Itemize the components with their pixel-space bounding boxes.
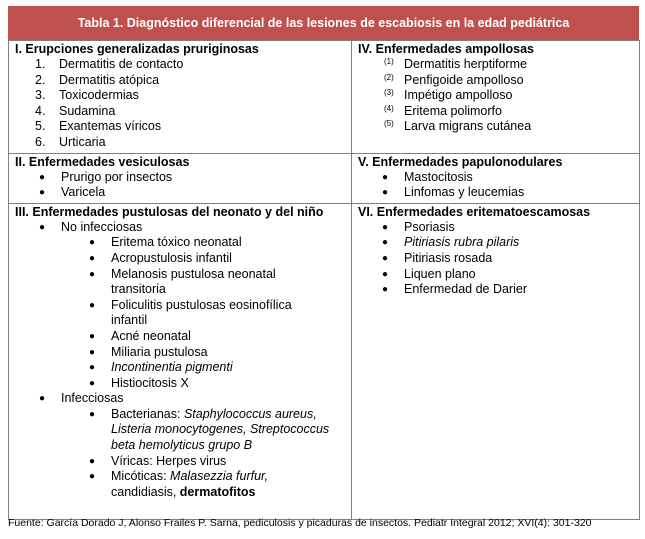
list-item: ● Linfomas y leucemias <box>382 185 525 200</box>
section-cell-1 <box>9 41 352 154</box>
list-item: 3. Toxicodermias <box>35 88 139 103</box>
list-item: ● Pitiriasis rosada <box>382 250 493 265</box>
bullet-icon: ● <box>89 346 96 358</box>
list-item: 5. Exantemas víricos <box>35 119 162 134</box>
bullet-icon: ● <box>39 171 46 183</box>
numbered-list <box>358 57 633 135</box>
list-item: ● Acné neonatal <box>89 328 191 343</box>
list-item: ● Víricas: Herpes virus <box>89 453 227 468</box>
source-footer: Fuente: García Dorado J, Alonso Frailes P. Sarna, pediculosis y picaduras de insectos. Pediatr Integral 2012; XVI(4): 301-320 <box>8 517 592 529</box>
list-item: ● Prurigo por insectos <box>39 169 173 184</box>
list-item: ● Micóticas: Malasezzia furfur, candidiasis, dermatofitos <box>89 469 269 499</box>
sub-bullet-list <box>15 407 345 501</box>
numbered-list <box>15 57 345 151</box>
list-item: ● Pitiriasis rubra pilaris <box>382 235 520 250</box>
bullet-icon: ● <box>89 455 96 467</box>
differential-diagnosis-table <box>8 40 640 520</box>
list-item: ● Acropustulosis infantil <box>89 250 232 265</box>
bullet-icon: ● <box>89 330 96 342</box>
bullet-list <box>15 220 345 501</box>
bullet-icon: ● <box>39 221 46 233</box>
table-title: Tabla 1. Diagnóstico diferencial de las lesiones de escabiosis en la edad pediátrica <box>8 6 639 40</box>
bullet-list <box>15 170 345 201</box>
list-item: ● Infecciosas ● Bacterianas: Staphylococcus aureus, Listeria monocytogenes, Streptococcus beta hemolyticus grupo B ● Víricas: Herpes virus ● Micóticas: Malasezzia furfur, candidiasis, dermatofitos <box>15 391 345 500</box>
table-row <box>9 203 640 519</box>
bullet-icon: ● <box>89 299 96 311</box>
bullet-icon: ● <box>89 268 96 280</box>
section-heading: V. Enfermedades papulonodulares <box>358 154 563 169</box>
bullet-icon: ● <box>382 268 389 280</box>
bullet-icon: ● <box>382 171 389 183</box>
list-item: ● Mastocitosis <box>382 169 473 184</box>
section-cell-6 <box>352 203 640 519</box>
list-item: ● Bacterianas: Staphylococcus aureus, Listeria monocytogenes, Streptococcus beta hemolyticus grupo B <box>89 406 330 453</box>
bullet-icon: ● <box>89 408 96 420</box>
list-item: ● Histiocitosis X <box>89 375 189 390</box>
list-item: ● No infecciosas ● Eritema tóxico neonatal ● Acropustulosis infantil ● Melanosis pustulosa neonatal transitoria ● Foliculitis pustulosas eosinofílica infantil ● Acné neonatal ● Miliaria pustulosa ● Incontinentia pigmenti ● Histiocitosis X <box>15 220 345 392</box>
list-item: 1. Dermatitis de contacto <box>35 57 184 71</box>
table-row <box>9 153 640 203</box>
bullet-icon: ● <box>382 284 389 296</box>
list-item: ● Incontinentia pigmenti <box>89 360 233 375</box>
section-heading: IV. Enfermedades ampollosas <box>358 42 535 56</box>
list-item: ● Varicela <box>39 185 106 200</box>
bullet-list <box>358 220 633 298</box>
list-item: 4. Sudamina <box>35 103 116 118</box>
bullet-icon: ● <box>39 187 46 199</box>
section-heading: II. Enfermedades vesiculosas <box>15 154 190 169</box>
list-item: (3) Impétigo ampolloso <box>384 88 513 103</box>
section-heading: I. Erupciones generalizadas pruriginosas <box>15 42 259 56</box>
list-item: ● Foliculitis pustulosas eosinofílica infantil <box>89 297 292 328</box>
section-cell-3 <box>9 203 352 519</box>
list-item: ● Melanosis pustulosa neonatal transitoria <box>89 266 276 297</box>
list-item: (5) Larva migrans cutánea <box>384 119 532 134</box>
bullet-icon: ● <box>89 362 96 374</box>
section-cell-2 <box>9 153 352 203</box>
bullet-icon: ● <box>382 187 389 199</box>
list-item: ● Enfermedad de Darier <box>382 282 527 297</box>
bullet-icon: ● <box>39 393 46 405</box>
list-item: 2. Dermatitis atópica <box>35 72 160 87</box>
section-heading: III. Enfermedades pustulosas del neonato y del niño <box>15 204 324 219</box>
section-cell-4 <box>352 41 640 154</box>
list-item: ● Psoriasis <box>382 219 455 234</box>
list-item: ● Eritema tóxico neonatal <box>89 235 242 250</box>
bullet-icon: ● <box>89 237 96 249</box>
table-row <box>9 41 640 154</box>
section-heading: VI. Enfermedades eritematoescamosas <box>358 204 591 219</box>
bullet-list <box>358 170 633 201</box>
sub-bullet-list <box>15 235 345 391</box>
bullet-icon: ● <box>89 471 96 483</box>
section-cell-5 <box>352 153 640 203</box>
bullet-icon: ● <box>382 252 389 264</box>
list-item: ● Liquen plano <box>382 266 476 281</box>
list-item: (1) Dermatitis herptiforme <box>384 57 527 71</box>
list-item: (4) Eritema polimorfo <box>384 103 502 118</box>
list-item: ● Miliaria pustulosa <box>89 344 208 359</box>
bullet-icon: ● <box>89 377 96 389</box>
bullet-icon: ● <box>89 252 96 264</box>
list-item: 6. Urticaria <box>35 134 106 149</box>
bullet-icon: ● <box>382 237 389 249</box>
list-item: (2) Penfigoide ampolloso <box>384 72 524 87</box>
bullet-icon: ● <box>382 221 389 233</box>
